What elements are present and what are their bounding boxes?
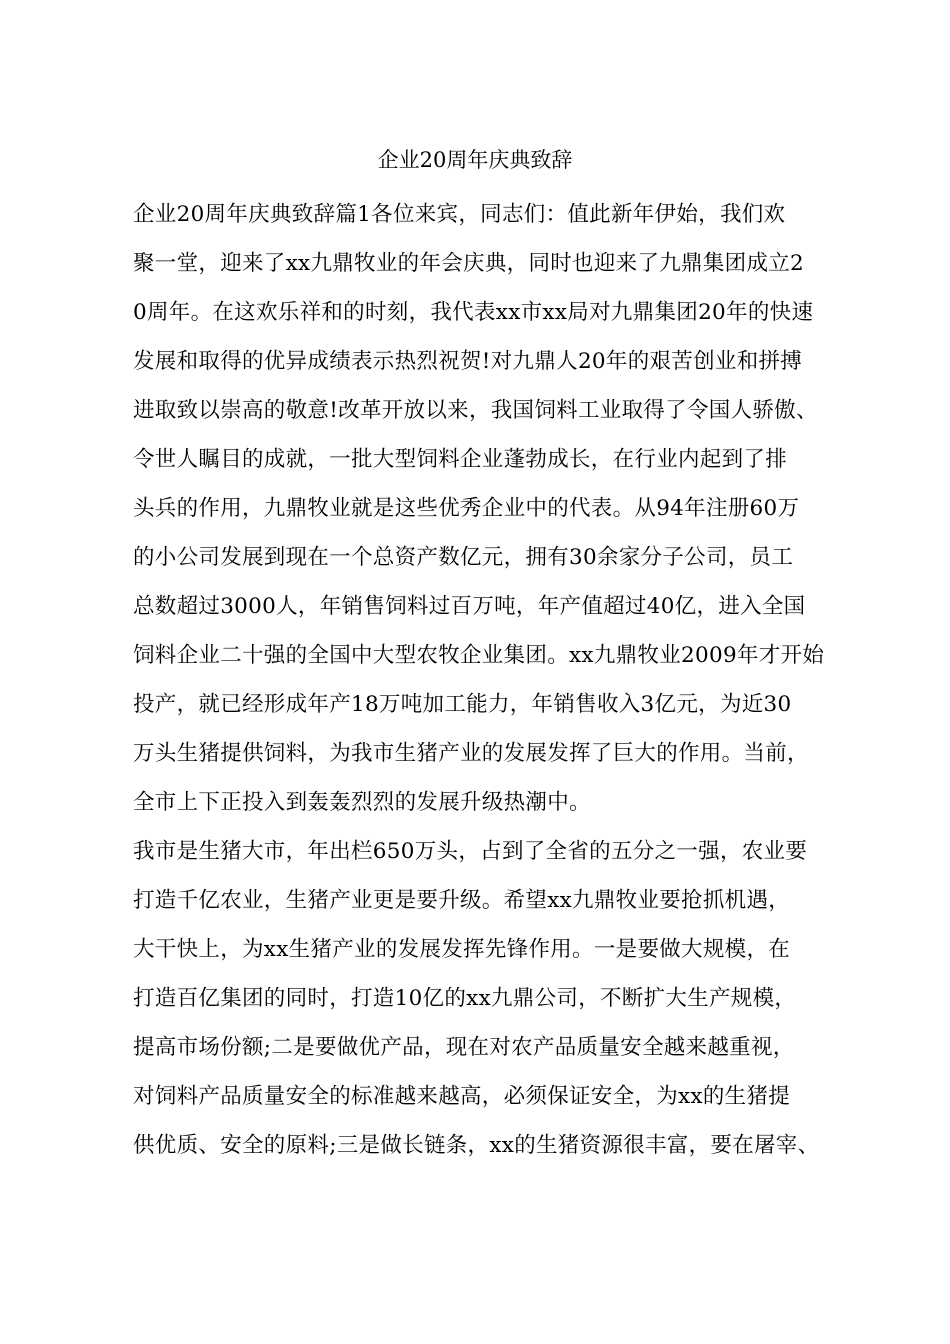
text-line: 全市上下正投入到轰轰烈烈的发展升级热潮中。	[133, 790, 591, 815]
text-line: 企业20周年庆典致辞篇1各位来宾，同志们：值此新年伊始，我们欢	[133, 202, 786, 227]
text-line: 供优质、安全的原料;三是做长链条，xx的生猪资源很丰富，要在屠宰、	[133, 1133, 820, 1158]
text-line: 的小公司发展到现在一个总资产数亿元，拥有30余家分子公司，员工	[133, 545, 794, 570]
text-line: 进取致以崇高的敬意!改革开放以来，我国饲料工业取得了令国人骄傲、	[133, 398, 818, 423]
text-line: 总数超过3000人，年销售饲料过百万吨，年产值超过40亿，进入全国	[133, 594, 806, 619]
text-line: 发展和取得的优异成绩表示热烈祝贺!对九鼎人20年的艰苦创业和拼搏	[133, 349, 803, 374]
text-line: 打造千亿农业，生猪产业更是要升级。希望xx九鼎牧业要抢抓机遇，	[133, 888, 791, 913]
text-line: 聚一堂，迎来了xx九鼎牧业的年会庆典，同时也迎来了九鼎集团成立2	[133, 251, 805, 276]
text-line: 对饲料产品质量安全的标准越来越高，必须保证安全，为xx的生猪提	[133, 1084, 791, 1109]
text-line: 投产，就已经形成年产18万吨加工能力，年销售收入3亿元，为近30	[133, 692, 792, 717]
text-line: 打造百亿集团的同时，打造10亿的xx九鼎公司，不断扩大生产规模，	[133, 986, 797, 1011]
text-line: 万头生猪提供饲料，为我市生猪产业的发展发挥了巨大的作用。当前，	[133, 741, 809, 766]
text-line: 我市是生猪大市，年出栏650万头，占到了全省的五分之一强，农业要	[133, 839, 808, 864]
text-line: 令世人瞩目的成就，一批大型饲料企业蓬勃成长，在行业内起到了排	[133, 447, 788, 472]
text-line: 饲料企业二十强的全国中大型农牧企业集团。xx九鼎牧业2009年才开始	[133, 643, 825, 668]
text-line: 大干快上，为xx生猪产业的发展发挥先锋作用。一是要做大规模，在	[133, 937, 791, 962]
document-title: 企业20周年庆典致辞	[377, 148, 573, 172]
text-line: 提高市场份额;二是要做优产品，现在对农产品质量安全越来越重视，	[133, 1035, 795, 1060]
text-line: 头兵的作用，九鼎牧业就是这些优秀企业中的代表。从94年注册60万	[133, 496, 800, 521]
text-line: 0周年。在这欢乐祥和的时刻，我代表xx市xx局对九鼎集团20年的快速	[133, 300, 814, 325]
document-body	[133, 197, 825, 1177]
